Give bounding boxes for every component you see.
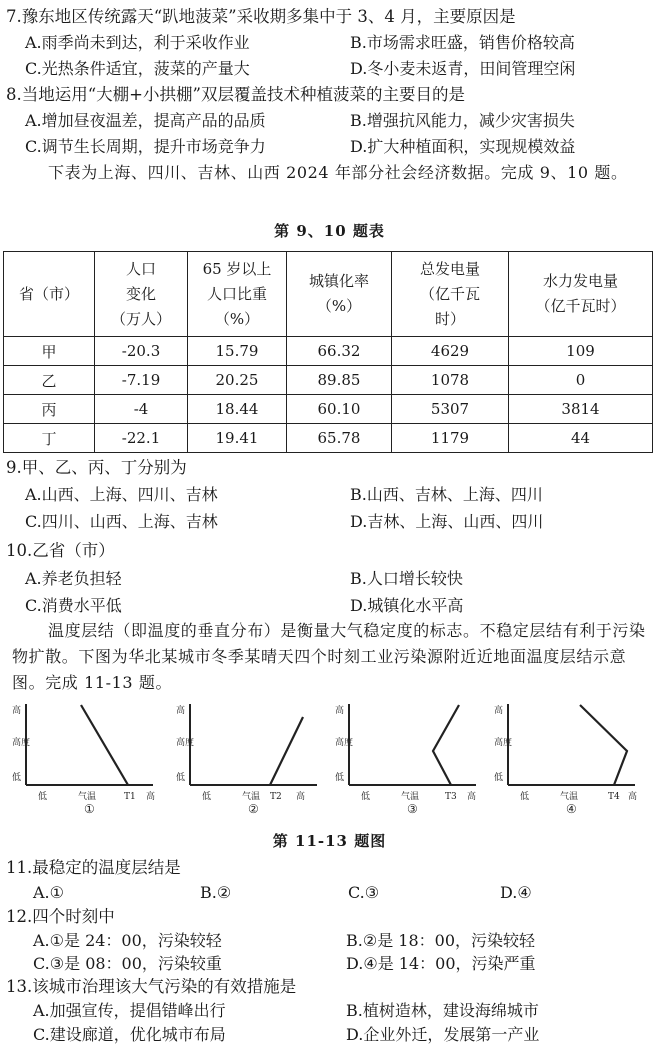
cell-total-power: 4629 [392, 337, 509, 366]
q7-option-a: A.雨季尚未到达，利于采收作业 [25, 33, 250, 52]
cell-province: 丁 [4, 424, 95, 453]
graph-number: ② [248, 802, 259, 815]
q8-stem: 8.当地运用“大棚+小拱棚”双层覆盖技术种植菠菜的主要目的是 [6, 85, 465, 104]
q9-option-c: C.四川、山西、上海、吉林 [25, 512, 218, 531]
table-row [4, 337, 653, 366]
temperature-graph-1 [8, 700, 158, 815]
q9-option-a: A.山西、上海、四川、吉林 [25, 485, 218, 504]
q10-stem: 10.乙省（市） [6, 541, 115, 560]
x-high-label: 高 [296, 792, 306, 802]
graph-number: ① [84, 802, 95, 815]
header-population-change: 人口 变化 （万人） [95, 252, 188, 337]
cell-hydro-power: 3814 [509, 395, 653, 424]
q13-option-a: A.加强宣传，提倡错峰出行 [33, 1001, 226, 1020]
q10-option-c: C.消费水平低 [25, 596, 122, 615]
q9-stem: 9.甲、乙、丙、丁分别为 [6, 458, 187, 477]
y-low-label: 低 [335, 773, 345, 783]
cell-urbanization: 66.32 [287, 337, 392, 366]
q12-option-a: A.①是 24：00，污染较轻 [33, 931, 222, 950]
q12-option-c: C.③是 08：00，污染较重 [33, 954, 222, 973]
t-mark-label: T2 [270, 792, 282, 802]
intro-9-10: 下表为上海、四川、吉林、山西 2024 年部分社会经济数据。完成 9、10 题。 [48, 163, 628, 182]
q8-option-b: B.增强抗风能力，减少灾害损失 [350, 111, 575, 130]
graph-number: ④ [566, 802, 577, 815]
intro-11-13: 温度层结（即温度的垂直分布）是衡量大气稳定度的标志。不稳定层结有利于污染物扩散。下图为华北某城市冬季某晴天四个时刻工业污染源附近近地面温度层结示意图。完成 11-13 题。 [12, 621, 646, 692]
cell-total-power: 1179 [392, 424, 509, 453]
cell-elderly-share: 19.41 [188, 424, 287, 453]
x-high-label: 高 [146, 792, 156, 802]
q9-option-d: D.吉林、上海、山西、四川 [350, 512, 544, 531]
cell-elderly-share: 15.79 [188, 337, 287, 366]
q7-stem: 7.豫东地区传统露天“趴地菠菜”采收期多集中于 3、4 月，主要原因是 [6, 7, 516, 26]
cell-urbanization: 65.78 [287, 424, 392, 453]
q8-option-c: C.调节生长周期，提升市场竞争力 [25, 137, 266, 156]
q7-option-d: D.冬小麦未返青，田间管理空闲 [350, 59, 576, 78]
temperature-graph-4 [490, 700, 640, 815]
cell-total-power: 1078 [392, 366, 509, 395]
y-high-label: 高 [494, 706, 504, 716]
cell-hydro-power: 44 [509, 424, 653, 453]
x-low-label: 低 [38, 792, 48, 802]
q13-option-b: B.植树造林，建设海绵城市 [346, 1001, 539, 1020]
cell-hydro-power: 109 [509, 337, 653, 366]
table-row [4, 424, 653, 453]
q10-option-a: A.养老负担轻 [25, 569, 122, 588]
q9-option-b: B.山西、吉林、上海、四川 [350, 485, 543, 504]
q10-option-b: B.人口增长较快 [350, 569, 463, 588]
q11-stem: 11.最稳定的温度层结是 [6, 858, 181, 877]
cell-population-change: -20.3 [95, 337, 188, 366]
q11-option-d: D.④ [500, 883, 532, 902]
cell-total-power: 5307 [392, 395, 509, 424]
cell-hydro-power: 0 [509, 366, 653, 395]
q12-option-b: B.②是 18：00，污染较轻 [346, 931, 535, 950]
y-axis-label: 高度 [176, 738, 195, 748]
q13-option-c: C.建设廊道，优化城市布局 [33, 1025, 226, 1044]
q12-stem: 12.四个时刻中 [6, 907, 115, 926]
y-low-label: 低 [494, 773, 504, 783]
cell-elderly-share: 20.25 [188, 366, 287, 395]
y-high-label: 高 [176, 706, 186, 716]
q11-option-b: B.② [200, 883, 232, 902]
header-urbanization: 城镇化率 （%） [287, 252, 392, 337]
q13-stem: 13.该城市治理该大气污染的有效措施是 [6, 977, 297, 996]
table-header-row [4, 252, 653, 337]
cell-province: 甲 [4, 337, 95, 366]
cell-province: 乙 [4, 366, 95, 395]
x-low-label: 低 [361, 792, 371, 802]
table-row [4, 395, 653, 424]
cell-population-change: -7.19 [95, 366, 188, 395]
header-hydro-power: 水力发电量 （亿千瓦时） [509, 252, 653, 337]
header-elderly-share: 65 岁以上 人口比重 （%） [188, 252, 287, 337]
y-high-label: 高 [12, 706, 22, 716]
header-total-power: 总发电量 （亿千瓦 时） [392, 252, 509, 337]
cell-province: 丙 [4, 395, 95, 424]
x-axis-label: 气温 [560, 792, 579, 802]
t-mark-label: T3 [445, 792, 457, 802]
figure-caption: 第 11-13 题图 [272, 832, 387, 850]
q11-option-c: C.③ [348, 883, 380, 902]
cell-elderly-share: 18.44 [188, 395, 287, 424]
t-mark-label: T1 [124, 792, 136, 802]
temperature-graph-2 [172, 700, 322, 815]
q11-option-a: A.① [33, 883, 64, 902]
x-low-label: 低 [520, 792, 530, 802]
cell-population-change: -22.1 [95, 424, 188, 453]
x-axis-label: 气温 [242, 792, 261, 802]
t-mark-label: T4 [608, 792, 620, 802]
header-province: 省（市） [4, 252, 95, 337]
x-axis-label: 气温 [401, 792, 420, 802]
q7-option-b: B.市场需求旺盛，销售价格较高 [350, 33, 575, 52]
q13-option-d: D.企业外迁，发展第一产业 [346, 1025, 540, 1044]
q8-option-a: A.增加昼夜温差，提高产品的品质 [25, 111, 266, 130]
temperature-graph-3 [331, 700, 481, 815]
cell-urbanization: 89.85 [287, 366, 392, 395]
x-axis-label: 气温 [78, 792, 97, 802]
graph-number: ③ [407, 802, 418, 815]
y-low-label: 低 [12, 773, 22, 783]
cell-urbanization: 60.10 [287, 395, 392, 424]
q12-option-d: D.④是 14：00，污染严重 [346, 954, 536, 973]
y-axis-label: 高度 [12, 738, 31, 748]
y-axis-label: 高度 [335, 738, 354, 748]
q7-option-c: C.光热条件适宜，菠菜的产量大 [25, 59, 250, 78]
y-low-label: 低 [176, 773, 186, 783]
y-high-label: 高 [335, 706, 345, 716]
x-low-label: 低 [202, 792, 212, 802]
x-high-label: 高 [467, 792, 477, 802]
cell-population-change: -4 [95, 395, 188, 424]
data-table [3, 251, 653, 453]
q10-option-d: D.城镇化水平高 [350, 596, 464, 615]
q8-option-d: D.扩大种植面积，实现规模效益 [350, 137, 576, 156]
x-high-label: 高 [628, 792, 638, 802]
table-caption: 第 9、10 题表 [274, 222, 385, 240]
y-axis-label: 高度 [494, 738, 513, 748]
table-row [4, 366, 653, 395]
